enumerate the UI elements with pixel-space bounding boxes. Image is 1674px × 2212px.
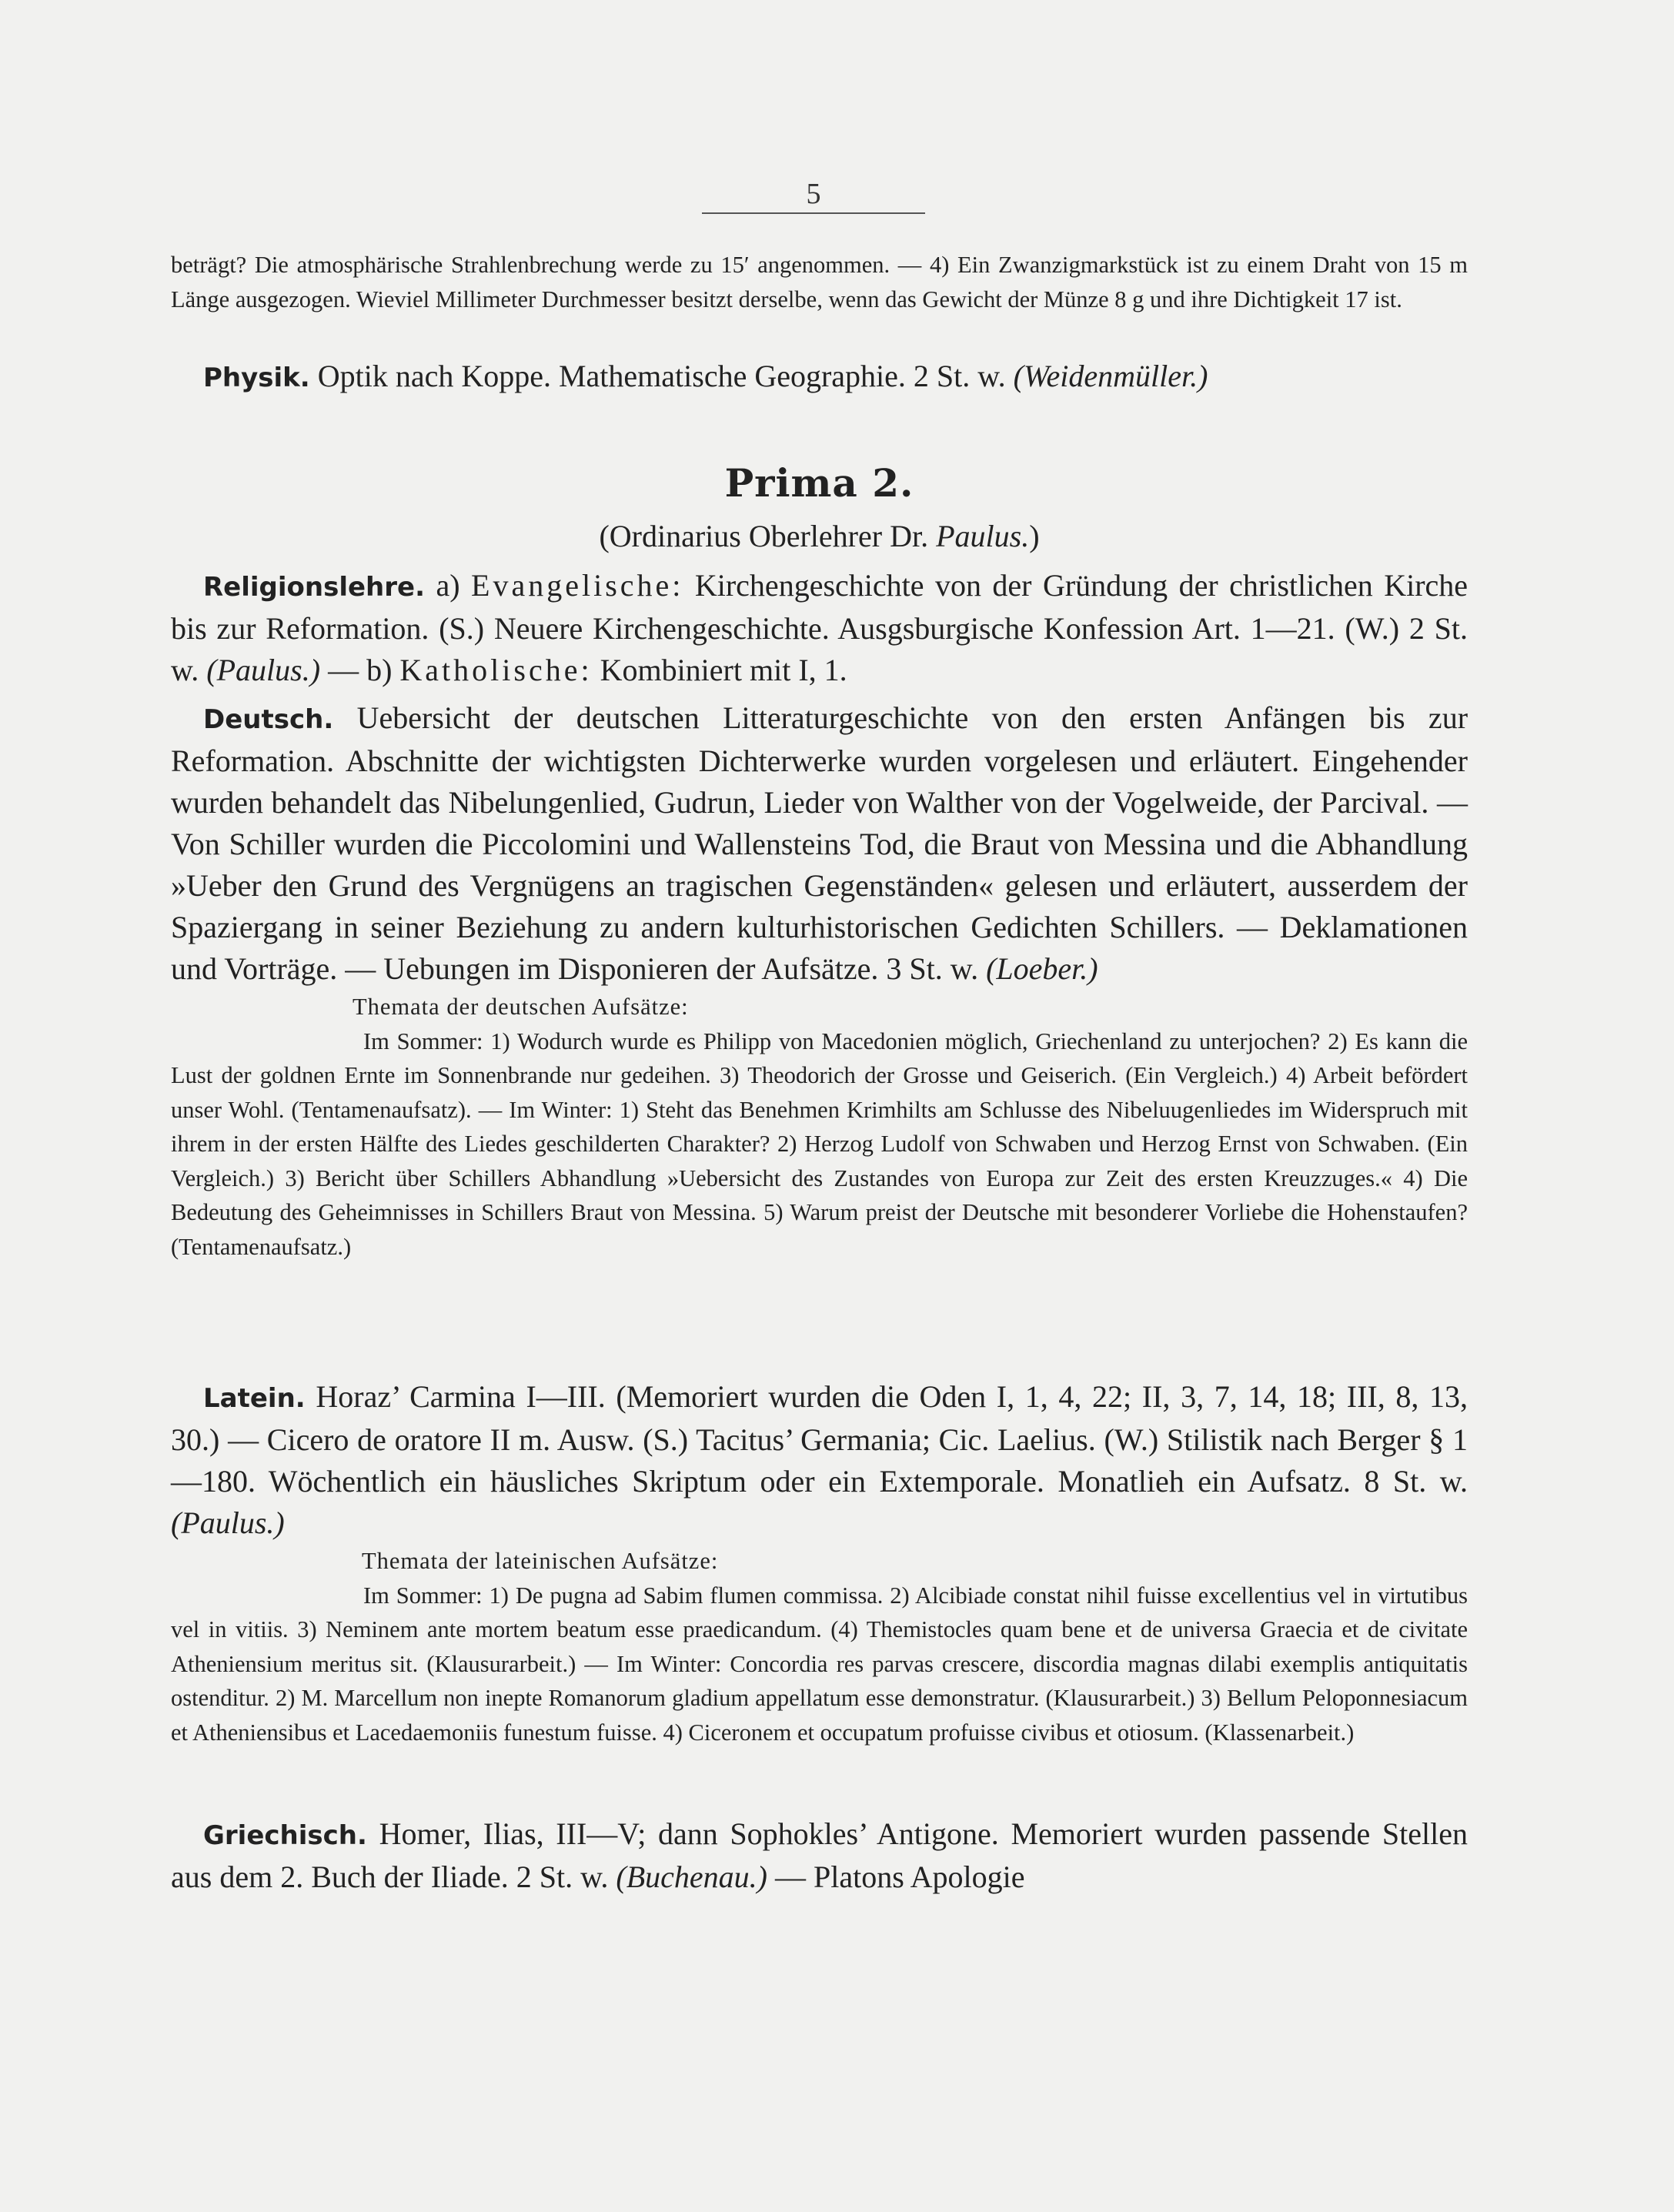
griechisch-text: Homer, Ilias, III—V; dann Sophokles’ Antigone. Memoriert wurden passende Stellen aus dem 2. Buch der Iliade. 2 St. w. — [171, 1816, 1469, 1894]
religion-block — [171, 565, 1468, 691]
carryover-block — [171, 248, 1468, 316]
deutsch-text: Uebersicht der deutschen Litteraturgeschichte von den ersten Anfängen bis zur Reformation. Abschnitte der wichtigsten Dichterwerke wurden vorgelesen und erläutert. Eingehender wurden behandelt das Nibelungenlied, Gudrun, Lieder von Walther von der Vogelweide, der Parcival. — Von Schiller wurden die Piccolomini und Wallensteins Tod, die Braut von Messina und die Abhandlung »Ueber den Grund des Vergnügens an tragischen Gegenständen« gelesen und erläutert, ausserdem der Spaziergang in seiner Beziehung zu andern kulturhistorischen Gedichten Schillers. — Deklamationen und Vorträge. — Uebungen im Disponieren der Aufsätze. 3 St. w. — [171, 700, 1469, 986]
deutsch-block — [171, 697, 1468, 1264]
deutsch-themata-heading: Themata der deutschen Aufsätze: — [353, 994, 689, 1020]
religion-a-word: Evangelische: — [471, 568, 684, 603]
latein-themata-body: Im Sommer: 1) De pugna ad Sabim flumen commissa. 2) Alcibiade constat nihil fuisse excellentius vel in virtutibus vel in vitiis. 3) Neminem ante mortem beatum esse praedicandum. (4) Themistocles quam bene et de universa Graecia et de civitate Atheniensium meritus sit. (Klausurarbeit.) — Im Winter: Concordia res parvas crescere, discordia magnas dilabi exemplis antiquitatis ostenditur. 2) M. Marcellum non inepte Romanorum gladium appellatum esse demonstratur. (Klausurarbeit.) 3) Bellum Peloponnesiacum et Atheniensibus et Lacedaemoniis funestum fuisse. 4) Ciceronem et occupatum profuisse civibus et otiosum. (Klassenarbeit.) — [171, 1582, 1468, 1746]
religion-text1: Kirchengeschichte von der Gründung der christlichen Kirche bis zur Reformation. (S.) Neuere Kirchengeschichte. Ausgsburgische Konfession Art. 1—21. (W.) 2 St. w. — [171, 568, 1469, 687]
physik-text: Optik nach Koppe. Mathematische Geographie. 2 St. w. — [317, 359, 1006, 393]
latein-themata-text — [171, 1579, 1468, 1750]
ordinarius-block — [171, 516, 1468, 557]
deutsch-teacher: (Loeber.) — [986, 951, 1098, 986]
deutsch-paragraph — [171, 697, 1468, 990]
ordinarius-name: Paulus. — [936, 519, 1030, 553]
ordinarius-prefix: (Ordinarius Oberlehrer Dr. — [599, 519, 929, 553]
section-title: Prima 2. — [724, 460, 914, 506]
page-number: 5 — [806, 178, 821, 210]
griechisch-paragraph — [171, 1813, 1468, 1898]
latein-paragraph — [171, 1376, 1468, 1544]
latein-block — [171, 1376, 1468, 1749]
ordinarius-suffix: ) — [1029, 519, 1040, 553]
carryover-paragraph: beträgt? Die atmosphärische Strahlenbrechung werde zu 15′ angenommen. — 4) Ein Zwanzigmarkstück ist zu einem Draht von 15 m Länge ausgezogen. Wieviel Millimeter Durchmesser besitzt derselbe, wenn das Gewicht der Münze 8 g und ihre Dichtigkeit 17 ist. — [171, 252, 1468, 312]
physik-teacher: (Weidenmüller.) — [1013, 359, 1208, 393]
griechisch-heading: Griechisch. — [203, 1820, 367, 1851]
griechisch-teacher: (Buchenau.) — [616, 1859, 767, 1894]
physik-heading: Physik. — [203, 363, 310, 393]
physik-block — [171, 356, 1468, 399]
physik-paragraph — [171, 356, 1468, 399]
griechisch-tail: — Platons Apologie — [775, 1859, 1025, 1894]
ordinarius-line — [171, 516, 1468, 557]
section-title-block — [171, 460, 1468, 506]
religion-teacher: (Paulus.) — [206, 653, 321, 687]
griechisch-block — [171, 1813, 1468, 1898]
religion-heading: Religionslehre. — [203, 572, 426, 603]
religion-paragraph — [171, 565, 1468, 691]
latein-teacher: (Paulus.) — [171, 1505, 285, 1540]
latein-heading: Latein. — [203, 1383, 306, 1414]
religion-b-word: Katholische: — [399, 653, 593, 687]
deutsch-themata-body: Im Sommer: 1) Wodurch wurde es Philipp von Macedonien möglich, Griechenland zu unterjochen? 2) Es kann die Lust der goldnen Ernte im Sonnenbrande nur gedeihen. 3) Theodorich der Grosse und Geiserich. (Ein Vergleich.) 4) Arbeit befördert unser Wohl. (Tentamenaufsatz). — Im Winter: 1) Steht das Benehmen Krimhilts am Schlusse des Nibeluugenliedes im Widerspruch mit ihrem in der ersten Hälfte des Liedes geschilderten Charakter? 2) Herzog Ludolf von Schwaben und Herzog Ernst von Schwaben. (Ein Vergleich.) 3) Bericht über Schillers Abhandlung »Uebersicht des Zustandes von Europa zur Zeit des ersten Kreuzzuges.« 4) Die Bedeutung des Geheimnisses in Schillers Braut von Messina. 5) Warum preist der Deutsche mit besonderer Vorliebe die Hohenstaufen? (Tentamenaufsatz.) — [171, 1027, 1468, 1260]
page-number-rule — [702, 212, 925, 214]
latein-text: Horaz’ Carmina I—III. (Memoriert wurden die Oden I, 1, 4, 22; II, 3, 7, 14, 18; III, 8, 13, 30.) — Cicero de oratore II m. Ausw. (S.) Tacitus’ Germania; Cic. Laelius. (W.) Stilistik nach Berger § 1—180. Wöchentlich ein häusliches Skriptum oder ein Extemporale. Monatlieh ein Aufsatz. 8 St. w. — [171, 1379, 1469, 1499]
religion-text2: Kombiniert mit I, 1. — [600, 653, 847, 687]
latein-themata-heading: Themata der lateinischen Aufsätze: — [362, 1548, 719, 1574]
deutsch-heading: Deutsch. — [203, 704, 334, 735]
religion-b-label: — b) — [328, 653, 393, 687]
religion-a-label: a) — [436, 568, 460, 603]
deutsch-themata-text — [171, 1024, 1468, 1265]
